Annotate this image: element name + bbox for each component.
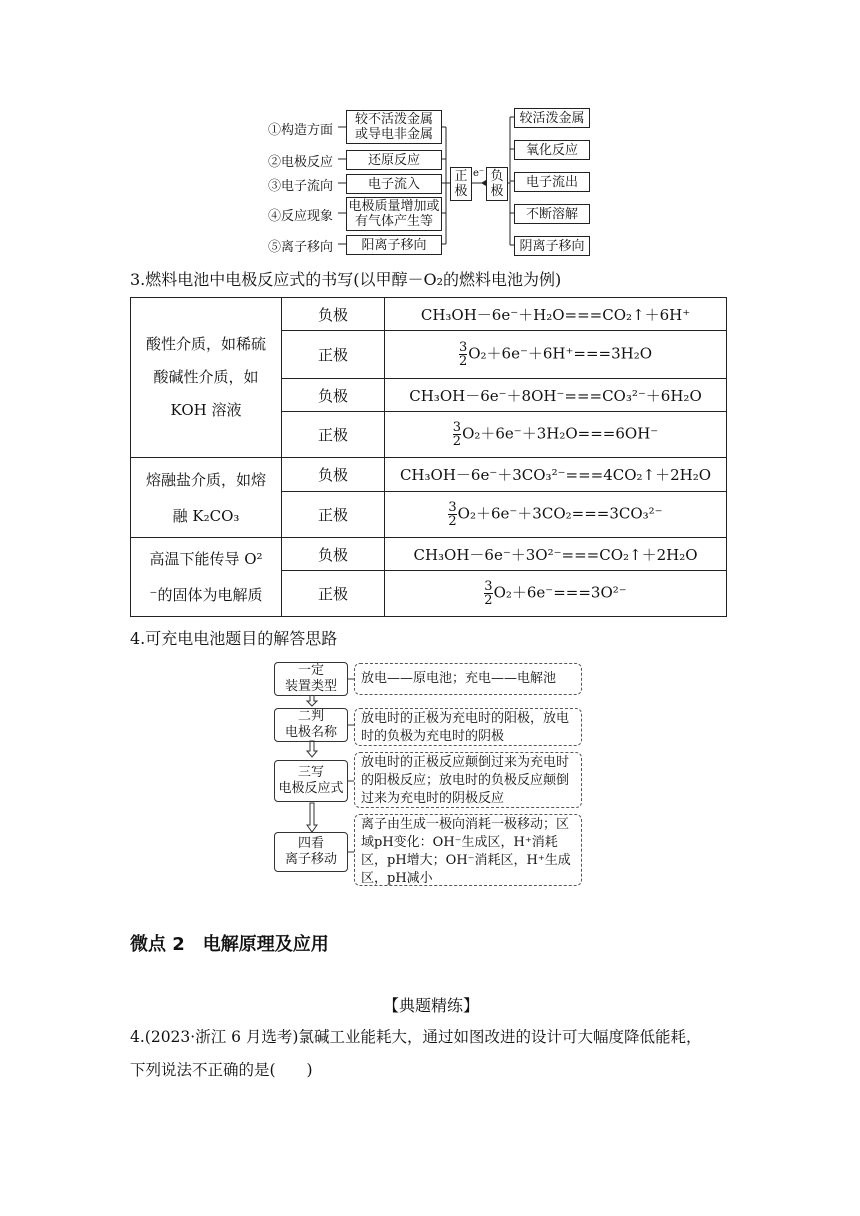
positive-phenomenon-box: 电极质量增加或 有气体产生等 [346, 197, 442, 231]
medium3-line1: 高温下能传导 O² [149, 550, 263, 568]
positive-electrode-box: 正 极 [450, 167, 472, 201]
step-note-1: 放电——原电池；充电——电解池 [354, 663, 582, 695]
positive-structure-box: 较不活泼金属 或导电非金属 [346, 110, 442, 144]
melt-positive-equation-cell [385, 492, 727, 538]
electrode-label: 正极 [282, 492, 385, 538]
fraction: $\frac{3}{2}$ [458, 340, 468, 369]
negative-electron-box: 电子流出 [514, 172, 590, 192]
step-note-4: 离子由生成一极向消耗一极移动；区域pH变化：OH⁻生成区，H⁺消耗区，pH增大；OH⁻消耗区，H⁺生成区，pH减小 [354, 814, 582, 886]
fraction: $\frac{3}{2}$ [484, 579, 493, 608]
row-label-ion-migration: ⑤离子移向 [268, 240, 334, 255]
acid-positive-equation-cell [385, 331, 727, 379]
row-label-phenomenon: ④反应现象 [268, 209, 334, 224]
melt-negative-equation: CH₃OH－6e⁻＋3CO₃²⁻===4CO₂↑＋2H₂O [385, 458, 727, 492]
medium3-line2: ⁻的固体为电解质 [149, 586, 263, 604]
electrode-label: 正极 [282, 571, 385, 617]
electron-symbol: e⁻ [473, 168, 485, 179]
acid-base-medium-cell [131, 298, 282, 458]
melt-positive-equation: O₂＋6e⁻＋3CO₂===3CO₃²⁻ [457, 504, 663, 523]
step-box-2: 二判 电极名称 [274, 708, 348, 742]
question-line-1: 4.(2023·浙江 6 月选考)氯碱工业能耗大，通过如图改进的设计可大幅度降低能耗， [130, 1028, 702, 1046]
step-box-4: 四看 离子移动 [274, 832, 348, 872]
fraction: $\frac{3}{2}$ [452, 420, 462, 449]
section3-title: 3.燃料电池中电极反应式的书写(以甲醇－O₂的燃料电池为例) [130, 270, 562, 289]
medium1-line3: KOH 溶液 [170, 401, 242, 419]
negative-phenomenon-box: 不断溶解 [514, 204, 590, 224]
negative-reaction-box: 氧化反应 [514, 140, 590, 160]
negative-structure-box: 较活泼金属 [514, 108, 590, 128]
medium1-line1: 酸性介质，如稀硫 [145, 335, 266, 353]
medium2-line1: 熔融盐介质，如熔 [145, 470, 266, 489]
molten-salt-medium-cell [131, 458, 282, 538]
solid-negative-equation: CH₃OH－6e⁻＋3O²⁻===CO₂↑＋2H₂O [385, 538, 727, 571]
electrode-label: 负极 [282, 298, 385, 331]
negative-ion-box: 阴离子移向 [514, 236, 590, 256]
row-label-electrode-reaction: ②电极反应 [268, 155, 334, 170]
exercise-label: 【典题精练】 [383, 996, 480, 1015]
electrode-label: 负极 [282, 379, 385, 412]
fraction: $\frac{3}{2}$ [448, 500, 457, 529]
section4-title: 4.可充电电池题目的解答思路 [130, 629, 338, 648]
solid-electrolyte-medium-cell [131, 538, 282, 617]
step-note-2: 放电时的正极为充电时的阳极，放电时的负极为充电时的阴极 [354, 708, 582, 746]
solid-positive-equation: O₂＋6e⁻===3O²⁻ [493, 583, 627, 602]
electrode-label: 正极 [282, 412, 385, 458]
step-box-1: 一定 装置类型 [274, 662, 348, 696]
row-label-structure: ①构造方面 [268, 123, 334, 138]
positive-electron-box: 电子流入 [346, 174, 442, 194]
section-heading: 微点 2 电解原理及应用 [130, 934, 329, 955]
medium2-line2: 融 K₂CO₃ [172, 506, 240, 525]
base-positive-equation: O₂＋6e⁻＋3H₂O===6OH⁻ [462, 424, 659, 443]
step-box-3: 三写 电极反应式 [274, 760, 348, 802]
base-negative-equation: CH₃OH－6e⁻＋8OH⁻===CO₃²⁻＋6H₂O [385, 379, 727, 412]
negative-electrode-box: 负 极 [486, 167, 508, 201]
solid-positive-equation-cell [385, 571, 727, 617]
electrode-label: 正极 [282, 331, 385, 379]
acid-negative-equation: CH₃OH－6e⁻＋H₂O===CO₂↑＋6H⁺ [385, 298, 727, 331]
row-label-electron-flow: ③电子流向 [268, 179, 334, 194]
step-note-3: 放电时的正极反应颠倒过来为充电时的阳极反应；放电时的负极反应颠倒过来为充电时的阴极反应 [354, 752, 582, 808]
fuel-cell-table [130, 297, 727, 617]
medium1-line2: 酸碱性介质，如 [153, 368, 259, 386]
acid-positive-equation: O₂＋6e⁻＋6H⁺===3H₂O [468, 344, 653, 363]
electrode-label: 负极 [282, 458, 385, 492]
positive-ion-box: 阳离子移向 [346, 235, 442, 255]
question-line-2: 下列说法不正确的是( ) [130, 1061, 313, 1079]
positive-reaction-box: 还原反应 [346, 150, 442, 170]
base-positive-equation-cell [385, 412, 727, 458]
electrode-label: 负极 [282, 538, 385, 571]
